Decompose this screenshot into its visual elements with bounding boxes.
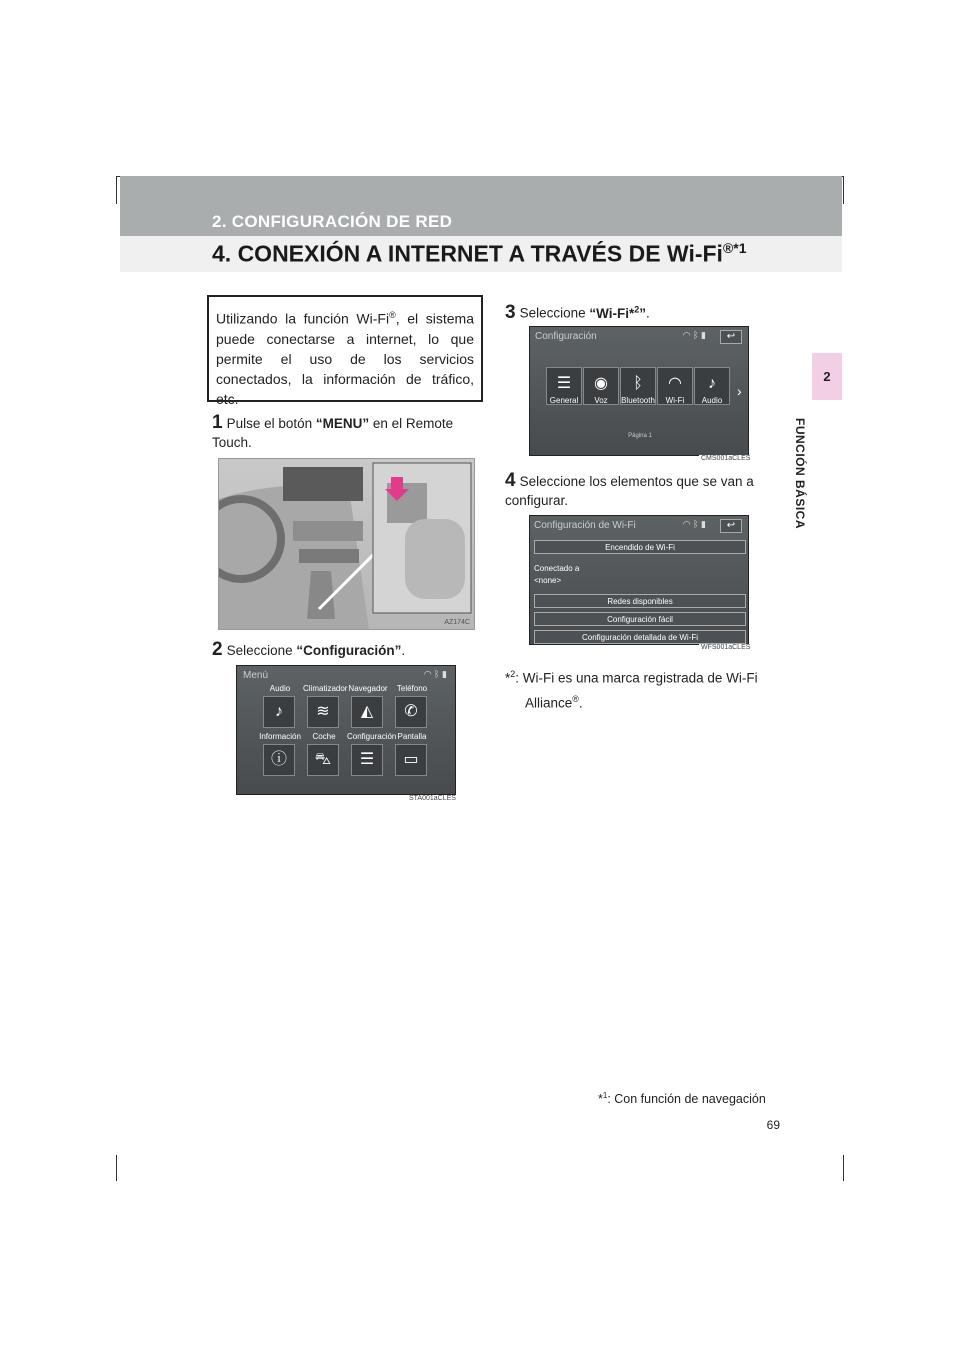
menu-item-6[interactable]: [307, 744, 339, 776]
step-number: 3: [505, 301, 516, 323]
footnote-1: [598, 1091, 766, 1106]
step-text: Seleccione los elementos que se van a configurar.: [505, 474, 754, 508]
config-item-1[interactable]: [546, 367, 582, 405]
settings-icon: ☰: [359, 751, 375, 768]
crop-mark: [116, 1155, 117, 1181]
step-text-end: .: [646, 305, 650, 321]
menu-screen-title: Menú: [243, 670, 269, 681]
step-3: [505, 300, 785, 323]
config-item-label: Audio: [701, 396, 723, 405]
menu-item-4[interactable]: [395, 696, 427, 728]
menu-item-label: Climatizador: [303, 684, 348, 693]
menu-item-8[interactable]: [395, 744, 427, 776]
menu-item-label: Pantalla: [397, 732, 427, 741]
connected-value: <none>: [534, 576, 562, 585]
page-indicator: Página 1: [628, 433, 652, 439]
step-1: [212, 413, 484, 452]
info-icon: ⓘ: [270, 751, 287, 768]
step-2: [212, 640, 484, 660]
armrest: [405, 519, 465, 599]
easy-setup-button[interactable]: Configuración fácil: [534, 612, 746, 626]
step-text: Seleccione: [519, 305, 590, 321]
navigation-icon: ◭: [360, 703, 374, 720]
step-text: Pulse el botón: [226, 416, 316, 431]
wifi-icon: ◠: [668, 375, 682, 392]
step-text-end: en el Remote Touch.: [212, 416, 454, 450]
intro-box: [207, 295, 483, 407]
image-code: CMS001aCLES: [701, 455, 751, 462]
next-page-icon[interactable]: ›: [737, 383, 742, 399]
page-title: [212, 240, 747, 268]
step-4: [505, 471, 781, 510]
menu-item-label: Teléfono: [396, 684, 428, 693]
menu-item-3[interactable]: [351, 696, 383, 728]
menu-item-label: Navegador: [348, 684, 388, 693]
menu-item-label: Configuración: [347, 732, 397, 741]
remote-touch-illustration: [219, 459, 475, 630]
step-keyword: “Configuración”: [296, 643, 402, 658]
menu-item-5[interactable]: [263, 744, 295, 776]
image-code: STA001aCLES: [409, 795, 456, 802]
crop-mark: [116, 176, 117, 204]
footnote-reg-mark: ®: [572, 693, 579, 704]
step-keyword: “MENU”: [315, 416, 370, 431]
config-item-label: Bluetooth: [621, 396, 655, 405]
step-number: 4: [505, 470, 516, 491]
crop-mark: [843, 176, 844, 204]
menu-item-1[interactable]: [263, 696, 295, 728]
chapter-label-text: FUNCIÓN BÁSICA: [793, 418, 807, 529]
menu-screen: [236, 665, 456, 795]
step-keyword-end: ”: [639, 305, 647, 321]
remote-touch-photo: [218, 458, 475, 630]
status-icons: ◠ ᛒ ▮: [682, 330, 706, 340]
chapter-number: 2: [823, 369, 831, 384]
music-note-icon: ♪: [708, 375, 716, 392]
config-item-4[interactable]: [657, 367, 693, 405]
wifi-power-toggle[interactable]: Encendido de Wi-Fi: [534, 540, 746, 554]
footnote-text: : Wi-Fi es una marca registrada de Wi-Fi Alliance: [515, 670, 758, 710]
menu-item-label: Coche: [312, 732, 336, 741]
footnote-mark: *: [505, 670, 511, 686]
wifi-screen-title: Configuración de Wi-Fi: [534, 520, 636, 531]
config-screen: [529, 326, 749, 456]
climate-panel: [299, 549, 359, 563]
image-code: WFS001aCLES: [701, 644, 751, 651]
intro-text-rest: , el sistema puede conectarse a internet, lo que permite el uso de los servicios conectados, la información de tráfico, etc.: [216, 310, 474, 407]
menu-item-7[interactable]: [351, 744, 383, 776]
menu-item-2[interactable]: [307, 696, 339, 728]
phone-icon: ✆: [404, 703, 418, 720]
step-number: 1: [212, 412, 223, 433]
footnote-2: [505, 664, 805, 713]
detailed-wifi-settings-button[interactable]: Configuración detallada de Wi-Fi: [534, 630, 746, 644]
display-icon: ▭: [403, 751, 419, 768]
music-note-icon: ♪: [275, 703, 283, 720]
menu-item-label: Información: [259, 732, 301, 741]
wifi-screen: [529, 515, 749, 645]
shift-lever: [307, 571, 335, 619]
step-text: Seleccione: [226, 643, 297, 658]
config-item-label: Wi-Fi: [665, 396, 685, 405]
config-item-label: Voz: [594, 396, 608, 405]
step-number: 2: [212, 639, 223, 660]
general-settings-icon: ☰: [556, 375, 572, 392]
footnote-number: 1: [602, 1091, 608, 1100]
climate-icon: ≋: [316, 703, 330, 720]
footnote-text: : Con función de navegación: [607, 1092, 766, 1107]
step-keyword-sup: 2: [634, 304, 640, 314]
back-button[interactable]: ↩: [720, 519, 742, 533]
config-item-5[interactable]: [694, 367, 730, 405]
config-item-2[interactable]: [583, 367, 619, 405]
image-code: AZ174C: [444, 619, 470, 626]
available-networks-button[interactable]: Redes disponibles: [534, 594, 746, 608]
menu-item-label: Audio: [269, 684, 291, 693]
bluetooth-icon: ᛒ: [633, 375, 643, 392]
intro-reg-mark: ®: [389, 310, 396, 320]
config-item-label: General: [549, 396, 579, 405]
status-icons: ◠ ᛒ ▮: [423, 669, 447, 679]
config-item-3[interactable]: [620, 367, 656, 405]
center-console: [293, 521, 363, 541]
intro-text: Utilizando la función Wi-Fi: [216, 310, 390, 327]
crop-mark: [843, 1155, 844, 1181]
step-keyword: [589, 306, 646, 321]
voice-icon: ◉: [594, 375, 608, 392]
config-screen-title: Configuración: [535, 331, 597, 342]
connected-label: Conectado a: [534, 564, 580, 573]
footnote-number: 2: [510, 669, 516, 679]
display-unit: [283, 467, 363, 501]
footnote-end: .: [578, 695, 583, 710]
back-button[interactable]: ↩: [720, 330, 742, 344]
page-number: 69: [766, 1118, 780, 1132]
step-text-end: .: [401, 643, 406, 658]
section-label: 2. CONFIGURACIÓN DE RED: [212, 212, 453, 231]
status-icons: ◠ ᛒ ▮: [682, 519, 706, 529]
car-icon: ⛍: [314, 751, 332, 768]
footnote-mark: *: [598, 1092, 603, 1107]
page-title-superscript: ®*1: [722, 240, 747, 256]
chapter-label: [793, 418, 807, 528]
step-keyword-text: “Wi-Fi*: [589, 305, 635, 321]
page-title-text: 4. CONEXIÓN A INTERNET A TRAVÉS DE Wi-Fi: [212, 240, 723, 267]
